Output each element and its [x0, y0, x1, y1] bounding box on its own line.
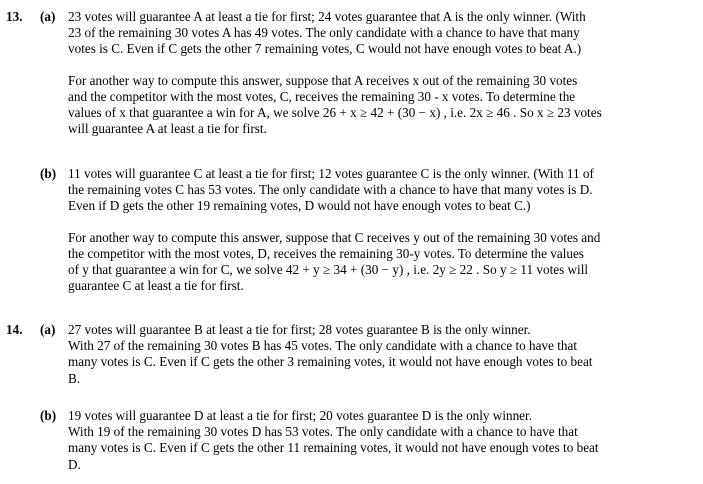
text-line: 23 of the remaining 30 votes A has 49 votes. The only candidate with a chance to have that many	[68, 25, 580, 41]
text-line: D.	[68, 456, 81, 472]
paragraph	[68, 408, 696, 473]
text-line: the remaining votes C has 53 votes. The only candidate with a chance to have that many votes is D.	[68, 182, 593, 198]
text-line: many votes is C. Even if C gets the other 3 remaining votes, it would not have enough votes to beat	[68, 354, 593, 370]
problem-number: 13.	[6, 9, 23, 24]
paragraph	[68, 230, 696, 295]
text-line: B.	[68, 370, 81, 386]
text-line: will guarantee A at least a tie for first.	[68, 121, 267, 137]
text-line: With 19 of the remaining 30 votes D has 53 votes. The only candidate with a chance to have that	[68, 424, 578, 440]
problem-number: 14.	[6, 322, 23, 337]
paragraph	[68, 322, 696, 387]
text-line: many votes is C. Even if C gets the other 11 remaining votes, it would not have enough votes to beat	[68, 440, 599, 456]
text-line: and the competitor with the most votes, C, receives the remaining 30 - x votes. To determine the	[68, 88, 576, 104]
part-14b-text	[68, 408, 696, 473]
text-line: For another way to compute this answer, suppose that C receives y out of the remaining 30 votes and	[68, 229, 601, 245]
text-line: 11 votes will guarantee C at least a tie for first; 12 votes guarantee C is the only winner. (With 11 of	[68, 166, 594, 181]
paragraph	[68, 73, 696, 138]
paragraph	[68, 166, 696, 215]
part-label: (b)	[40, 166, 57, 181]
paragraph	[68, 9, 696, 58]
text-line: Even if D gets the other 19 remaining votes, D would not have enough votes to beat C.)	[68, 198, 531, 214]
part-13a-text	[68, 9, 696, 137]
text-line: For another way to compute this answer, suppose that A receives x out of the remaining 30 votes	[68, 72, 578, 88]
part-label: (a)	[40, 9, 56, 24]
text-line: guarantee C at least a tie for first.	[68, 278, 244, 294]
text-line: With 27 of the remaining 30 votes B has 45 votes. The only candidate with a chance to have that	[68, 338, 578, 354]
part-label: (b)	[40, 408, 57, 423]
text-line: 19 votes will guarantee D at least a tie for first; 20 votes guarantee D is the only winner.	[68, 408, 532, 423]
text-line: the competitor with the most votes, D, receives the remaining 30-y votes. To determine the values	[68, 245, 584, 261]
text-line: of y that guarantee a win for C, we solve 42 + y ≥ 34 + (30 − y) , i.e. 2y ≥ 22 . So y ≥ 11 votes will	[68, 262, 589, 278]
part-13b-text	[68, 166, 696, 294]
part-14a-text	[68, 322, 696, 387]
text-line: votes is C. Even if C gets the other 7 remaining votes, C would not have enough votes to beat A.)	[68, 41, 582, 57]
text-line: 23 votes will guarantee A at least a tie for first; 24 votes guarantee that A is the only winner. (With	[68, 9, 586, 24]
text-line: values of x that guarantee a win for A, we solve 26 + x ≥ 42 + (30 − x) , i.e. 2x ≥ 46 . So x ≥ 23 votes	[68, 105, 602, 121]
text-line: 27 votes will guarantee B at least a tie for first; 28 votes guarantee B is the only winner.	[68, 322, 531, 337]
part-label: (a)	[40, 322, 56, 337]
